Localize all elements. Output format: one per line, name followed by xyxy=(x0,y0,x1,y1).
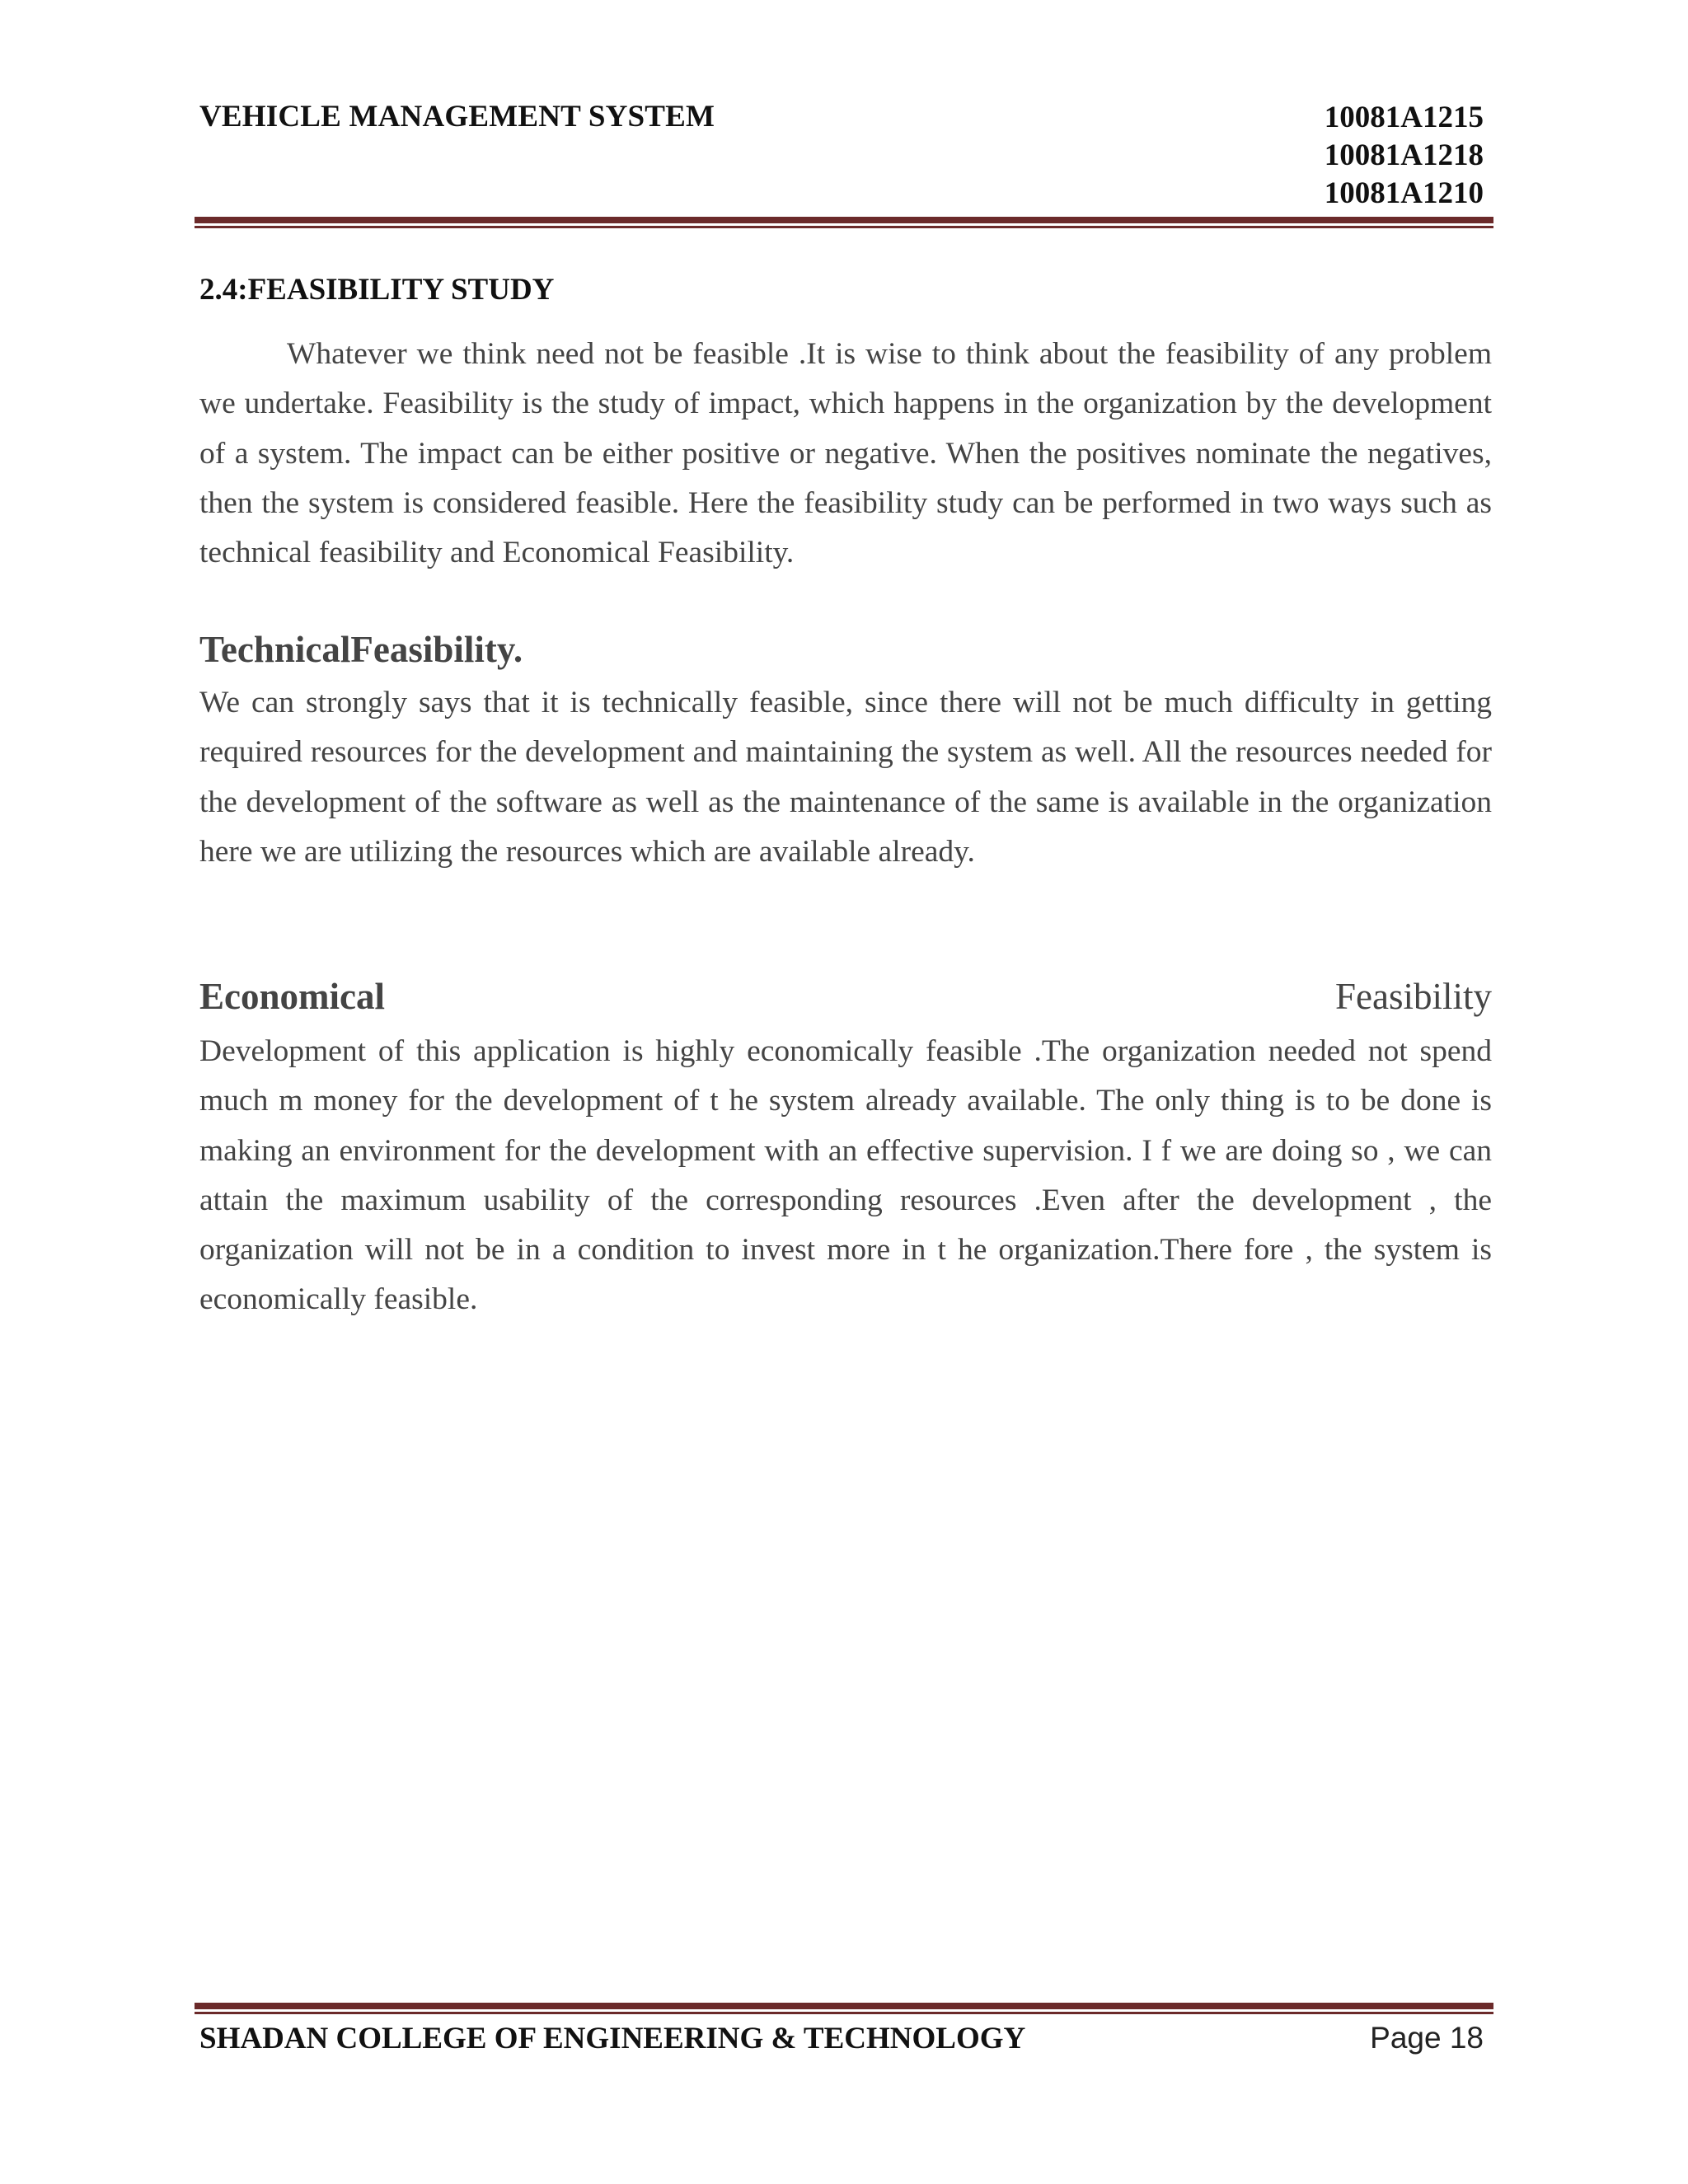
intro-text: Whatever we think need not be feasible .It is wise to think about the feasibility of any problem we undertake. Feasibility is the study of impact, which happens in the organization by the development of a system. The impact can be either positive or negative. When the positives nominate the negatives, then the system is considered feasible. Here the feasibility study can be performed in two ways such as technical feasibility and Economical Feasibility. xyxy=(199,337,1492,570)
page-number: Page 18 xyxy=(1370,2021,1484,2055)
technical-feasibility-paragraph: We can strongly says that it is technically feasible, since there will not be much difficulty in getting required resources for the development and maintaining the system as well. All the resources needed for the development of the software as well as the maintenance of the same is available in the organization here we are utilizing the resources which are available already. xyxy=(199,686,1492,869)
footer-divider-thin xyxy=(195,2012,1493,2014)
roll-number: 10081A1218 xyxy=(1324,138,1484,172)
header-title: VEHICLE MANAGEMENT SYSTEM xyxy=(199,100,715,134)
roll-number: 10081A1210 xyxy=(1324,176,1484,210)
header-divider xyxy=(195,217,1493,223)
economical-feasibility-heading xyxy=(199,975,1492,1018)
footer-divider xyxy=(195,2003,1493,2009)
economical-heading-left: Economical xyxy=(199,976,385,1017)
economical-feasibility-paragraph: Development of this application is highly economically feasible .The organization needed not spend much m money for the development of t he system already available. The only thing is to be done is making an environment for the development with an effective supervision. I f we are doing so , we can attain the maximum usability of the corresponding resources .Even after the development , the organization will not be in a condition to invest more in t he organization.There fore , the system is economically feasible. xyxy=(199,1034,1492,1317)
technical-feasibility-heading: TechnicalFeasibility. xyxy=(199,629,523,670)
header-divider-thin xyxy=(195,226,1493,228)
section-heading: 2.4:FEASIBILITY STUDY xyxy=(199,273,555,307)
intro-paragraph xyxy=(199,330,1492,578)
economical-heading-right: Feasibility xyxy=(1335,976,1492,1017)
footer-institution: SHADAN COLLEGE OF ENGINEERING & TECHNOLOGY xyxy=(199,2022,1026,2055)
roll-number: 10081A1215 xyxy=(1324,101,1484,134)
header-roll-numbers xyxy=(1325,99,1484,213)
